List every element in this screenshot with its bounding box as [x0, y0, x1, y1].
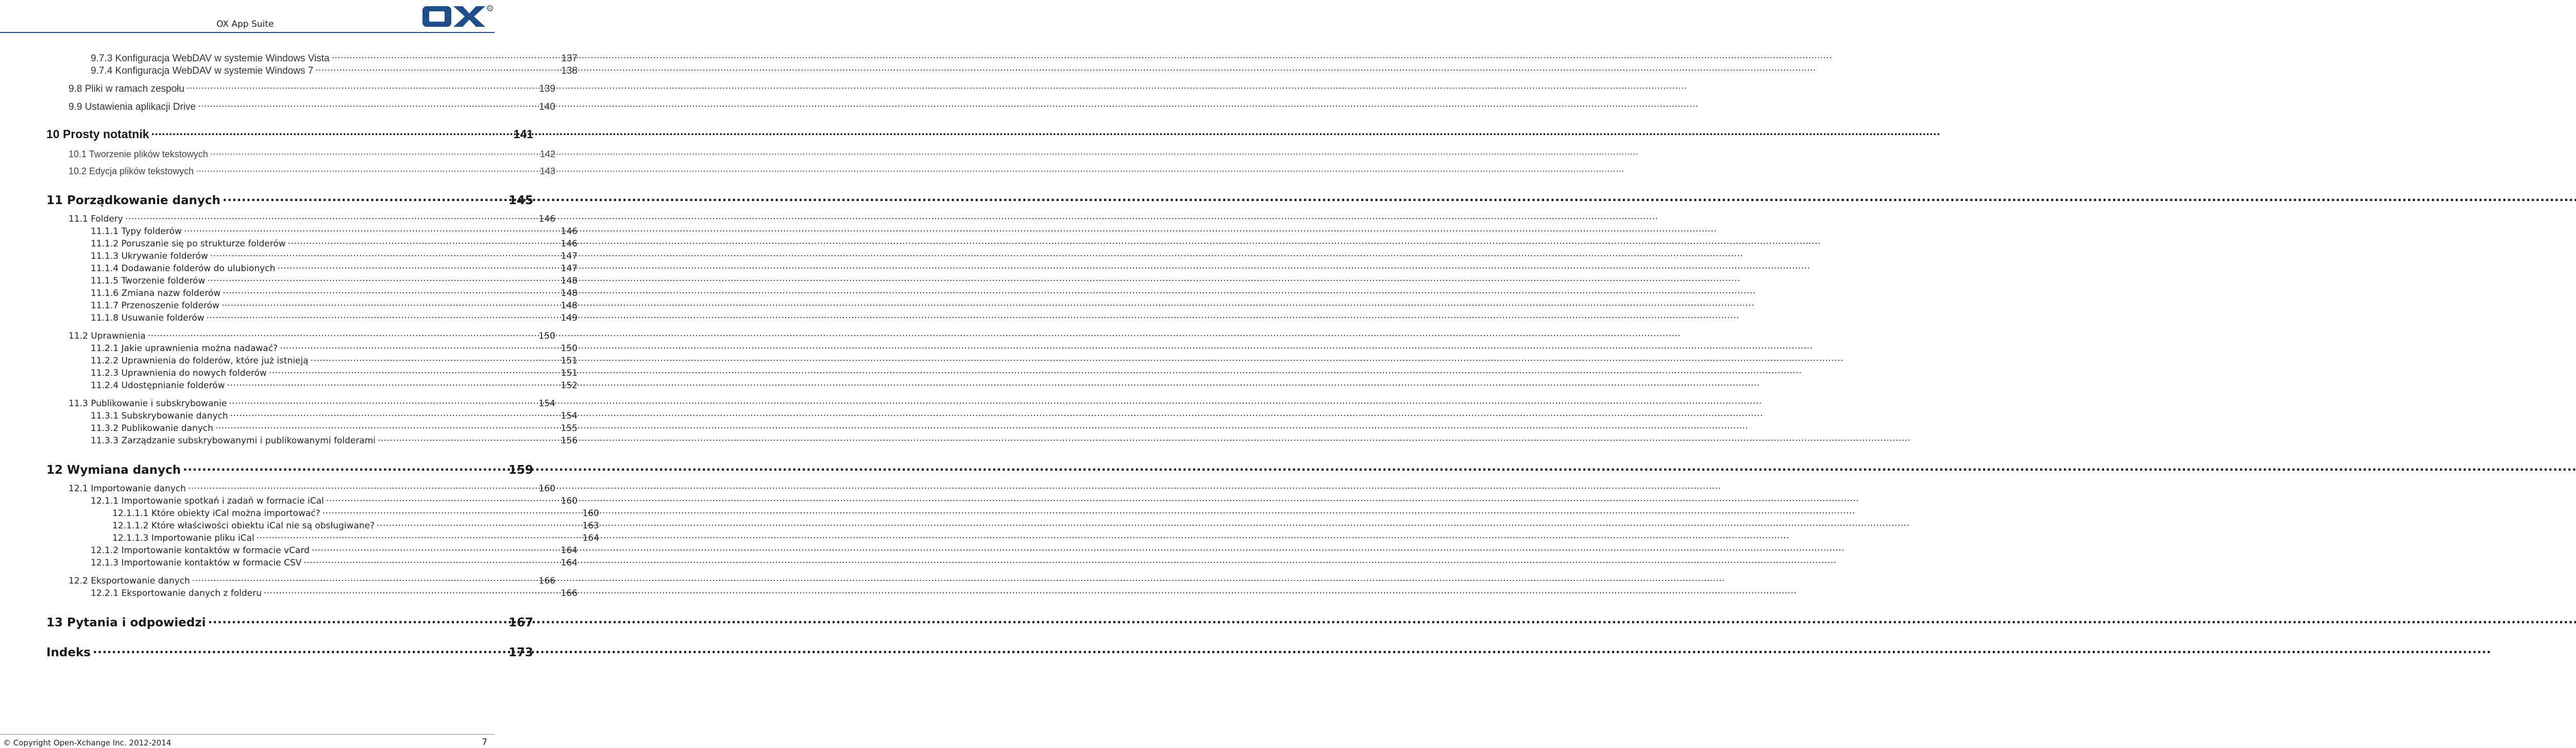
toc-entry-title: 10.1 Tworzenie plików tekstowych — [69, 149, 208, 159]
toc-entry-page: 139 — [539, 84, 555, 94]
toc-entry[interactable] — [0, 225, 578, 237]
dot-leader — [229, 397, 536, 406]
toc-entry-page: 148 — [561, 276, 578, 286]
dot-leader — [210, 148, 538, 157]
toc-entry[interactable] — [0, 82, 555, 95]
dot-leader — [377, 520, 580, 528]
toc-entry-page: 164 — [561, 545, 578, 556]
toc-entry-title: 11.3.2 Publikowanie danych — [91, 423, 213, 434]
toc-entry-title: 11.2.1 Jakie uprawnienia można nadawać? — [91, 343, 278, 354]
toc-chapter-entry[interactable] — [0, 192, 533, 207]
toc-entry-title: 11.2.4 Udostępnianie folderów — [91, 380, 225, 391]
toc-chapter-entry[interactable] — [0, 614, 533, 629]
dot-leader — [188, 483, 537, 491]
toc-entry-title: 11.3 Publikowanie i subskrybowanie — [69, 398, 227, 409]
toc-entry[interactable] — [0, 435, 578, 446]
toc-entry[interactable] — [0, 250, 578, 261]
dot-leader — [187, 82, 537, 92]
toc-entry[interactable] — [0, 262, 578, 274]
dot-leader — [183, 462, 506, 474]
toc-entry-page: 146 — [561, 226, 578, 237]
dot-leader — [125, 213, 537, 222]
toc-entry-title: 9.7.3 Konfiguracja WebDAV w systemie Windows Vista — [91, 53, 330, 64]
toc-entry-page: 154 — [538, 398, 555, 409]
toc-entry[interactable] — [0, 507, 599, 519]
toc-entry-page: 159 — [508, 463, 533, 477]
toc-entry-title: 11.1.5 Tworzenie folderów — [91, 276, 206, 286]
toc-entry-title: 11.1.6 Zmiana nazw folderów — [91, 288, 221, 298]
toc-entry-title: 12.1 Importowanie danych — [69, 484, 186, 494]
ox-logo — [421, 4, 494, 30]
dot-leader — [269, 367, 559, 376]
toc-entry[interactable] — [0, 587, 578, 599]
toc-entry-page: 166 — [538, 576, 555, 586]
footer-copyright: © Copyright Open-Xchange Inc. 2012-2014 — [3, 738, 172, 747]
toc-entry-page: 163 — [582, 521, 599, 531]
toc-entry-page: 150 — [538, 331, 555, 341]
toc-entry-title: 9.8 Pliki w ramach zespołu — [69, 84, 184, 94]
toc-entry-title: 11.1.2 Poruszanie się po strukturze folderów — [91, 239, 286, 249]
dot-leader — [222, 300, 559, 308]
toc-entry-page: 164 — [582, 533, 599, 543]
toc-entry[interactable] — [0, 342, 578, 354]
toc-entry-title: 11.1.1 Typy folderów — [91, 226, 182, 237]
toc-chapter-entry[interactable] — [0, 644, 533, 659]
toc-entry[interactable] — [0, 213, 555, 224]
dot-leader — [230, 410, 559, 419]
toc-entry-page: 143 — [539, 166, 555, 176]
footer-rule — [0, 734, 495, 735]
toc-entry[interactable] — [0, 165, 555, 177]
toc-entry-page: 154 — [561, 411, 578, 421]
dot-leader — [323, 507, 581, 516]
dot-leader — [192, 575, 537, 584]
toc-entry[interactable] — [0, 148, 555, 160]
toc-entry-title: 9.9 Ustawienia aplikacji Drive — [69, 102, 196, 112]
toc-entry-title: 12.1.1.2 Które właściwości obiektu iCal nie są obsługiwane? — [112, 521, 375, 531]
dot-leader — [215, 422, 559, 431]
toc-entry-title: 10.2 Edycja plików tekstowych — [69, 166, 194, 176]
toc-entry-title: 10 Prosty notatnik — [46, 127, 149, 141]
toc-entry-page: 155 — [561, 423, 578, 434]
dot-leader — [257, 532, 581, 541]
toc-entry-page: 137 — [561, 53, 578, 64]
dot-leader — [264, 587, 559, 596]
toc-entry-title: 12.1.1.1 Które obiekty iCal można importować? — [112, 508, 320, 519]
toc-entry[interactable] — [0, 410, 578, 421]
toc-entry-page: 173 — [508, 646, 533, 659]
dot-leader — [332, 52, 560, 61]
toc-entry-page: 152 — [561, 380, 578, 391]
dot-leader — [198, 100, 537, 110]
dot-leader — [93, 644, 506, 656]
toc-entry-page: 150 — [561, 343, 578, 354]
dot-leader — [326, 495, 559, 504]
toc-entry-title: 11 Porządkowanie danych — [46, 194, 221, 207]
dot-leader — [315, 64, 559, 74]
toc-entry-title: 12.2 Eksportowanie danych — [69, 576, 190, 586]
toc-entry[interactable] — [0, 100, 555, 113]
toc-chapter-entry[interactable] — [0, 462, 533, 477]
toc-entry[interactable] — [0, 379, 578, 391]
dot-leader — [312, 544, 559, 553]
dot-leader — [196, 165, 538, 174]
dot-leader — [223, 192, 506, 204]
toc-entry[interactable] — [0, 495, 578, 506]
svg-text:R: R — [488, 7, 492, 11]
toc-entry-title: 11.1.7 Przenoszenie folderów — [91, 301, 219, 311]
toc-entry-page: 147 — [561, 263, 578, 274]
toc-entry[interactable] — [0, 422, 578, 434]
dot-leader — [227, 379, 558, 388]
toc-entry-page: 148 — [561, 288, 578, 298]
toc-entry-page: 166 — [561, 588, 578, 599]
dot-leader — [303, 557, 558, 566]
toc-entry-title: 11.2.3 Uprawnienia do nowych folderów — [91, 368, 267, 378]
toc-entry[interactable] — [0, 557, 578, 568]
toc-entry-title: 12.2.1 Eksportowanie danych z folderu — [91, 588, 262, 599]
dot-leader — [378, 435, 559, 443]
dot-leader — [280, 342, 558, 351]
toc-entry-title: 12.1.2 Importowanie kontaktów w formacie vCard — [91, 545, 310, 556]
toc-entry[interactable] — [0, 520, 599, 531]
header-rule — [0, 32, 495, 33]
toc-entry-page: 145 — [508, 194, 533, 207]
toc-entry[interactable] — [0, 238, 578, 249]
toc-entry-title: 9.7.4 Konfiguracja WebDAV w systemie Windows 7 — [91, 65, 314, 76]
dot-leader — [288, 238, 559, 246]
dot-leader — [223, 287, 558, 296]
toc-entry-title: 11.1.4 Dodawanie folderów do ulubionych — [91, 263, 276, 274]
toc-entry-page: 146 — [538, 214, 555, 224]
toc-entry[interactable] — [0, 330, 555, 341]
toc-entry-title: 12 Wymiana danych — [46, 463, 181, 477]
toc-entry-title: 11.1.8 Usuwanie folderów — [91, 313, 205, 323]
toc-entry-page: 151 — [561, 368, 578, 378]
dot-leader — [277, 262, 558, 271]
toc-entry-title: 12.1.1.3 Importowanie pliku iCal — [112, 533, 255, 543]
toc-entry-title: 11.3.1 Subskrybowanie danych — [91, 411, 228, 421]
toc-entry-page: 160 — [538, 484, 555, 494]
toc-entry-page: 151 — [561, 356, 578, 366]
toc-entry-page: 146 — [561, 239, 578, 249]
header-title: OX App Suite — [216, 19, 274, 29]
toc-chapter-entry[interactable] — [0, 126, 533, 141]
toc-entry[interactable] — [0, 355, 578, 366]
toc-entry-page: 141 — [513, 127, 533, 141]
footer-page-number: 7 — [482, 737, 487, 747]
toc-entry[interactable] — [0, 575, 555, 586]
toc-entry-title: Indeks — [46, 646, 91, 659]
toc-entry-page: 147 — [561, 251, 578, 261]
dot-leader — [210, 250, 559, 259]
toc-entry-title: 11.1 Foldery — [69, 214, 123, 224]
toc-entry-title: 13 Pytania i odpowiedzi — [46, 616, 206, 629]
toc-entry[interactable] — [0, 64, 578, 77]
dot-leader — [208, 614, 506, 626]
toc-entry-page: 148 — [561, 301, 578, 311]
toc-entry-page: 138 — [561, 65, 578, 76]
dot-leader — [148, 330, 537, 339]
toc-entry-page: 156 — [561, 436, 578, 446]
toc-entry[interactable] — [0, 312, 578, 323]
toc-entry-title: 11.2.2 Uprawnienia do folderów, które już istnieją — [91, 356, 309, 366]
toc-entry-page: 140 — [539, 102, 555, 112]
toc-entry[interactable] — [0, 300, 578, 311]
toc-entry[interactable] — [0, 532, 599, 543]
toc-entry-page: 160 — [561, 496, 578, 506]
toc-entry-page: 160 — [582, 508, 599, 519]
toc-entry[interactable] — [0, 397, 555, 409]
dot-leader — [311, 355, 559, 363]
toc-entry-title: 11.3.3 Zarządzanie subskrybowanymi i publikowanymi folderami — [91, 436, 376, 446]
toc-entry-page: 149 — [561, 313, 578, 323]
dot-leader — [207, 312, 559, 321]
toc-entry-page: 142 — [539, 149, 555, 159]
dot-leader — [151, 126, 511, 138]
toc-entry-title: 11.1.3 Ukrywanie folderów — [91, 251, 208, 261]
toc-entry[interactable] — [0, 275, 578, 286]
dot-leader — [207, 275, 558, 284]
toc-entry-page: 167 — [508, 616, 533, 629]
toc-entry-title: 12.1.1 Importowanie spotkań i zadań w formacie iCal — [91, 496, 324, 506]
toc-entry-page: 164 — [561, 558, 578, 568]
toc-entry[interactable] — [0, 287, 578, 298]
toc-entry[interactable] — [0, 544, 578, 556]
toc-entry-title: 12.1.3 Importowanie kontaktów w formacie CSV — [91, 558, 302, 568]
dot-leader — [184, 225, 559, 234]
toc-entry-title: 11.2 Uprawnienia — [69, 331, 146, 341]
toc-entry[interactable] — [0, 483, 555, 494]
toc-entry[interactable] — [0, 367, 578, 378]
